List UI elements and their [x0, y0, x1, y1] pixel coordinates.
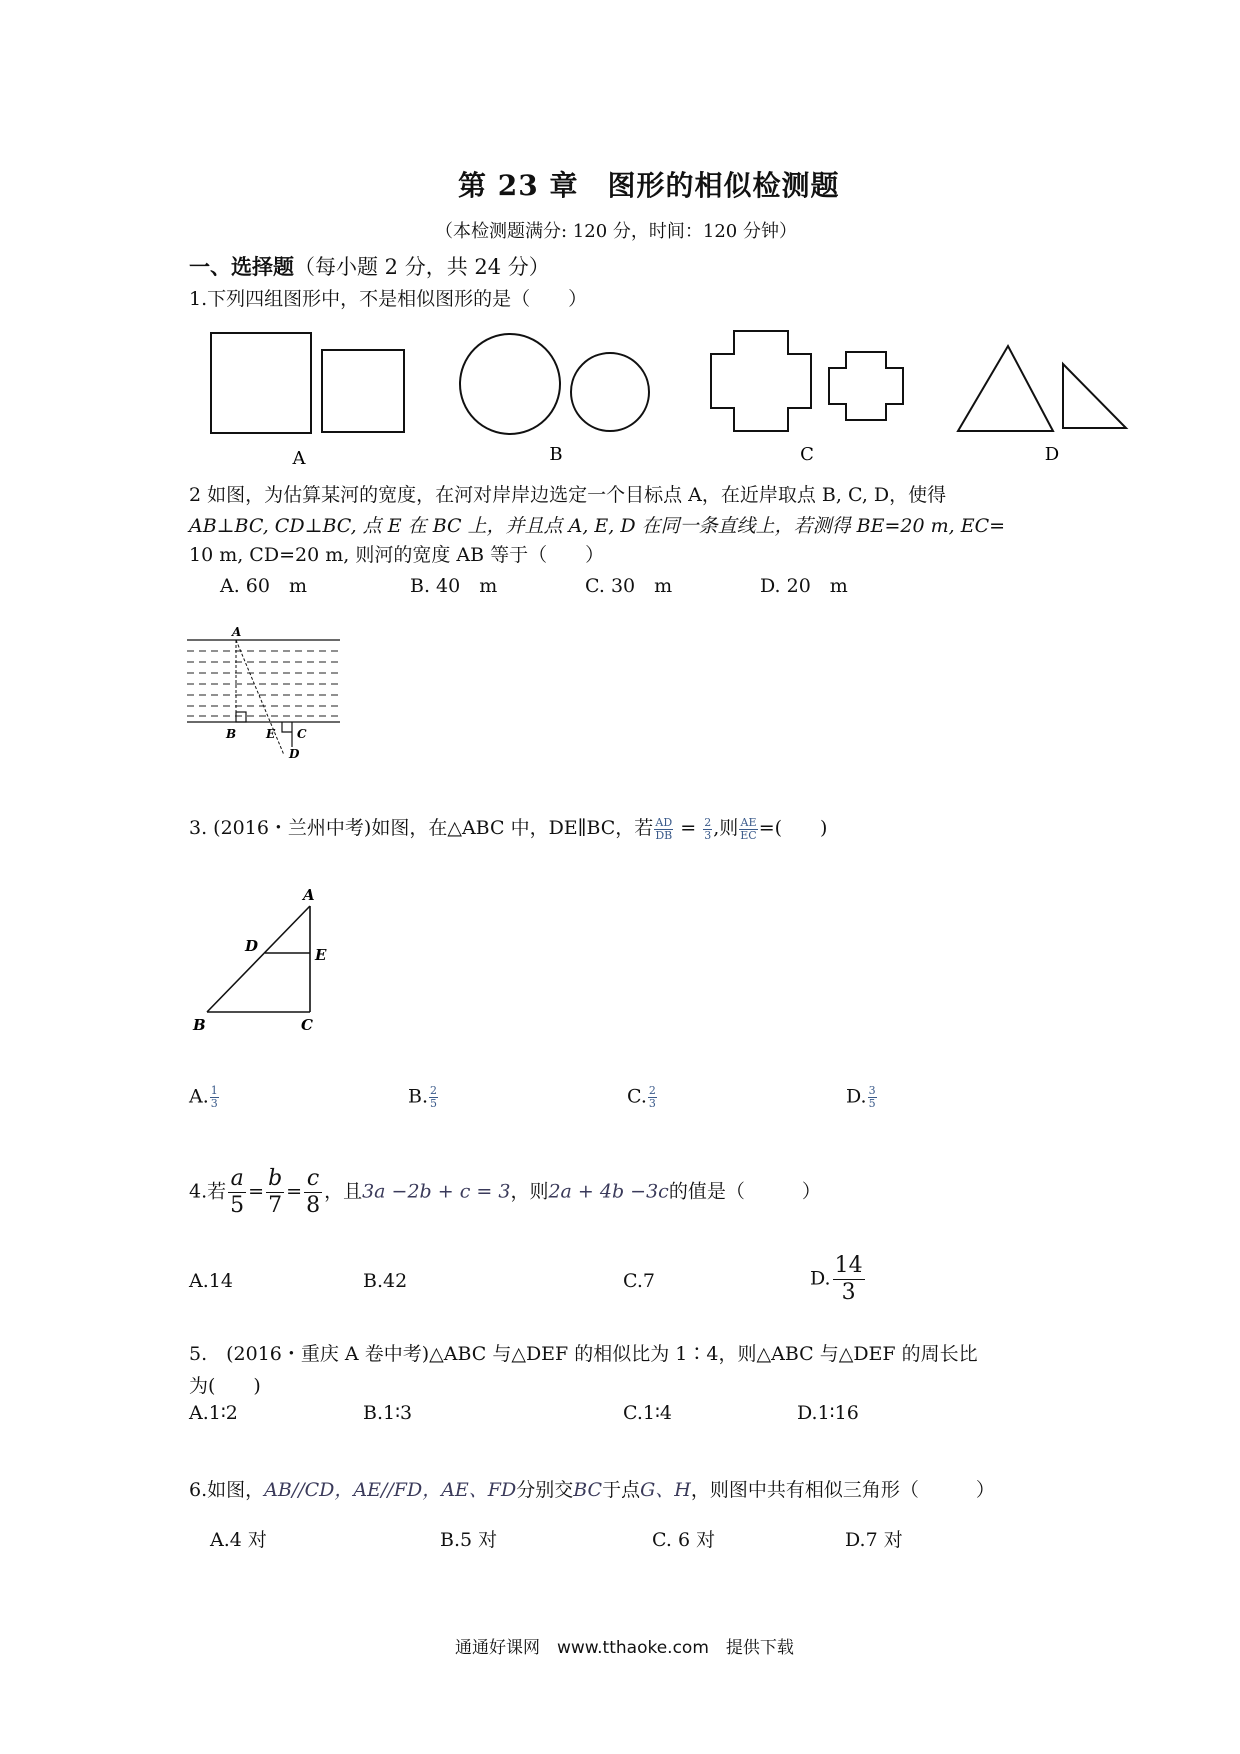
- question-2-line-2: AB⊥BC, CD⊥BC, 点 E 在 BC 上，并且点 A, E, D 在同一条直线上，若测得 BE=20 m, EC=: [189, 515, 1006, 537]
- question-4-expression: 2a + 4b −3c: [548, 1180, 669, 1203]
- frac-num: 2: [704, 815, 712, 829]
- frac-den: 5: [430, 1097, 438, 1110]
- figure-b-large-circle: [460, 334, 560, 434]
- question-3-suffix: =( ): [758, 817, 828, 839]
- question-2-line-3: 10 m, CD=20 m, 则河的宽度 AB 等于（ ）: [189, 544, 605, 566]
- figure-label-c: C: [800, 444, 814, 465]
- question-6-option-c: C. 6 对: [652, 1529, 716, 1551]
- question-4-option-d: [810, 1253, 867, 1306]
- question-2-option-a: A. 60 m: [220, 575, 307, 597]
- figure-c-large-cross: [711, 331, 811, 431]
- figure-a-small-square: [322, 350, 404, 432]
- question-3-prefix: 3. (2016・兰州中考)如图，在△ABC 中，DE∥BC，若: [189, 817, 654, 839]
- figure-c-small-cross: [829, 352, 903, 420]
- question-5-option-c: C.1∶4: [623, 1402, 673, 1424]
- section-heading: [189, 251, 550, 281]
- question-6-math-2: BC: [573, 1479, 603, 1501]
- question-6-mid-1: 分别交: [516, 1479, 574, 1501]
- frac-num: 1: [210, 1084, 218, 1097]
- question-5-line-1: 5. (2016・重庆 A 卷中考)△ABC 与△DEF 的相似比为 1∶4，则△ABC 与△DEF 的周长比: [189, 1343, 978, 1365]
- option-fraction: [210, 1085, 219, 1110]
- frac-num: AD: [655, 815, 673, 829]
- question-3-fraction-two-thirds: [703, 817, 712, 842]
- figure-label-a: A: [292, 448, 306, 469]
- question-3-mid: ,则: [713, 817, 739, 839]
- frac-num: 14: [834, 1253, 863, 1278]
- question-2-option-c: C. 30 m: [585, 575, 673, 597]
- river-label-c: C: [297, 727, 307, 741]
- frac-den: EC: [740, 828, 757, 842]
- option-label: C.: [627, 1085, 647, 1108]
- frac-den: 3: [210, 1097, 218, 1110]
- question-4-option-b: B.42: [363, 1270, 408, 1292]
- triangle-label-e: E: [315, 946, 327, 964]
- option-label: D.: [810, 1267, 831, 1290]
- equals-sign: =: [286, 1180, 303, 1203]
- question-4-fraction-a: [228, 1166, 246, 1219]
- option-label: A.: [189, 1085, 209, 1108]
- question-4-text: [189, 1166, 821, 1219]
- question-2-option-d: D. 20 m: [760, 575, 848, 597]
- question-6-text: [189, 1475, 995, 1502]
- question-6-mid-2: 于点: [602, 1479, 641, 1501]
- question-6-option-d: D.7 对: [845, 1529, 903, 1551]
- triangle-label-b: B: [193, 1016, 206, 1034]
- river-label-a: A: [232, 625, 242, 639]
- question-3-fraction-ae-ec: [739, 817, 757, 842]
- section-heading-title: 一、选择题: [189, 254, 294, 279]
- frac-den: 7: [268, 1193, 283, 1218]
- page-title: 第 23 章 图形的相似检测题: [458, 169, 840, 202]
- question-4-fraction-b: [266, 1166, 284, 1219]
- question-6-option-b: B.5 对: [440, 1529, 498, 1551]
- question-2-line-1: 2 如图，为估算某河的宽度，在河对岸岸边选定一个目标点 A，在近岸取点 B, C, D，使得: [189, 484, 947, 506]
- option-fraction: [648, 1085, 657, 1110]
- frac-num: 2: [430, 1084, 438, 1097]
- question-3-triangle-figure: [185, 880, 345, 1040]
- frac-den: 3: [704, 828, 712, 842]
- question-4-suffix: 的值是（ ）: [668, 1180, 821, 1203]
- frac-num: b: [268, 1166, 283, 1191]
- question-3-fraction-ad-db: [654, 817, 673, 842]
- figure-d-equilateral-triangle: [958, 346, 1053, 431]
- question-4-prefix: 4.若: [189, 1180, 227, 1203]
- question-3-option-b: [408, 1085, 439, 1110]
- frac-den: DB: [655, 828, 673, 842]
- question-6-suffix: ，则图中共有相似三角形（ ）: [690, 1479, 995, 1501]
- question-5-option-b: B.1∶3: [363, 1402, 413, 1424]
- frac-den: 5: [230, 1193, 245, 1218]
- figure-b-small-circle: [571, 353, 649, 431]
- question-3-option-a: [189, 1085, 220, 1110]
- question-3-option-d: [846, 1085, 878, 1110]
- triangle-label-a: A: [303, 886, 315, 904]
- equals-sign: =: [248, 1180, 265, 1203]
- question-4-mid-1: ，且: [324, 1180, 363, 1203]
- river-label-d: D: [289, 747, 300, 760]
- page-footer: 通通好课网 www.tthaoke.com 提供下载: [455, 1638, 794, 1658]
- frac-num: c: [304, 1166, 322, 1193]
- triangle-label-d: D: [245, 937, 259, 955]
- frac-num: 3: [868, 1084, 876, 1097]
- figure-d-right-triangle: [1063, 364, 1126, 428]
- question-5-line-2: 为( ): [189, 1375, 261, 1397]
- frac-den: 3: [648, 1097, 656, 1110]
- question-5-option-a: A.1∶2: [189, 1402, 238, 1424]
- question-6-math-1: AB//CD，AE//FD，AE、FD: [264, 1479, 517, 1501]
- question-6-math-3: G、H: [640, 1479, 691, 1501]
- river-label-e: E: [266, 727, 276, 741]
- page-subtitle: （本检测题满分: 120 分，时间：120 分钟）: [435, 221, 797, 242]
- question-4-option-a: A.14: [189, 1270, 233, 1292]
- question-4-option-c: C.7: [623, 1270, 655, 1292]
- question-5-option-d: D.1∶16: [797, 1402, 859, 1424]
- equals-sign: =: [674, 817, 703, 839]
- question-4-condition: 3a −2b + c = 3: [362, 1180, 511, 1203]
- figure-label-b: B: [549, 444, 563, 465]
- frac-den: 8: [306, 1193, 321, 1218]
- frac-den: 3: [841, 1280, 856, 1305]
- option-label: D.: [846, 1085, 867, 1108]
- option-fraction: [868, 1085, 877, 1110]
- section-heading-note: （每小题 2 分，共 24 分）: [294, 255, 550, 279]
- triangle-label-c: C: [301, 1016, 313, 1034]
- question-2-option-b: B. 40 m: [410, 575, 498, 597]
- figure-label-d: D: [1044, 444, 1060, 465]
- question-2-river-figure: [185, 625, 345, 760]
- question-4-mid-2: ，则: [510, 1180, 549, 1203]
- question-6-prefix: 6.如图，: [189, 1479, 265, 1501]
- question-4-fraction-c: [304, 1166, 322, 1219]
- question-1-figures: [200, 320, 1140, 470]
- option-fraction: [429, 1085, 438, 1110]
- frac-num: a: [228, 1166, 246, 1193]
- frac-den: 5: [868, 1097, 876, 1110]
- question-3-text: [189, 813, 827, 842]
- option-label: B.: [408, 1085, 429, 1108]
- frac-num: AE: [740, 815, 757, 829]
- river-label-b: B: [226, 727, 237, 741]
- figure-a-large-square: [211, 333, 311, 433]
- question-6-option-a: A.4 对: [210, 1529, 267, 1551]
- question-3-option-c: [627, 1085, 658, 1110]
- frac-num: 2: [648, 1084, 656, 1097]
- option-fraction: [833, 1253, 865, 1306]
- question-1-text: 1.下列四组图形中，不是相似图形的是（ ）: [189, 288, 588, 310]
